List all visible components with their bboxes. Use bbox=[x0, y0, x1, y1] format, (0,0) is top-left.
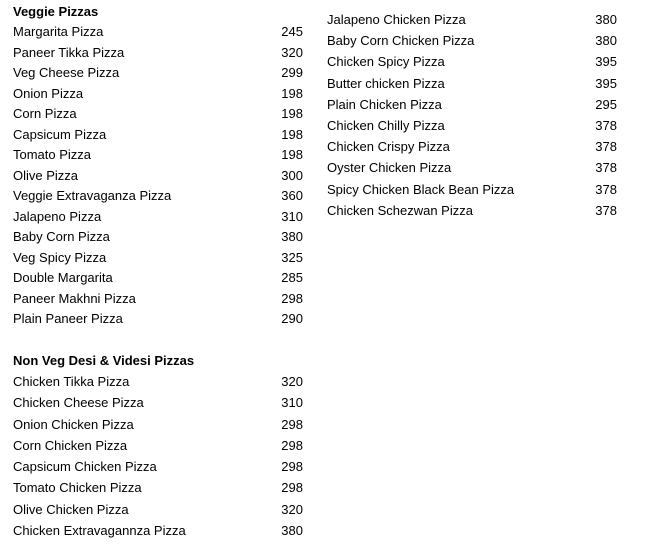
nonveg-item-list bbox=[13, 371, 303, 541]
menu-item-name: Chicken Tikka Pizza bbox=[13, 374, 130, 389]
menu-item-row bbox=[13, 435, 303, 456]
menu-item-price: 310 bbox=[281, 208, 303, 224]
menu-item-price: 285 bbox=[281, 270, 303, 285]
menu-item-row bbox=[13, 104, 303, 125]
menu-item-row bbox=[327, 51, 617, 72]
menu-item-name: Onion Pizza bbox=[13, 85, 84, 101]
menu-item-price: 380 bbox=[595, 33, 617, 49]
menu-item-row bbox=[327, 179, 617, 200]
menu-item-row bbox=[13, 227, 303, 248]
menu-item-name: Baby Corn Chicken Pizza bbox=[327, 33, 475, 49]
menu-item-price: 380 bbox=[281, 229, 303, 244]
menu-item-row bbox=[13, 43, 303, 64]
menu-item-name: Chicken Chilly Pizza bbox=[327, 117, 445, 133]
menu-item-row bbox=[13, 268, 303, 289]
menu-item-row bbox=[13, 207, 303, 228]
menu-item-name: Chicken Extravagannza Pizza bbox=[13, 523, 186, 539]
menu-item-row bbox=[327, 136, 617, 157]
nonveg-section-title: Non Veg Desi & Videsi Pizzas bbox=[13, 353, 195, 368]
menu-item-row bbox=[13, 414, 303, 435]
nonveg-continued-item-list bbox=[327, 9, 617, 221]
menu-item-price: 298 bbox=[281, 290, 303, 306]
menu-item-name: Tomato Chicken Pizza bbox=[13, 480, 142, 496]
menu-item-row bbox=[13, 371, 303, 392]
menu-item-name: Veggie Extravaganza Pizza bbox=[13, 188, 172, 203]
menu-item-name: Olive Chicken Pizza bbox=[13, 501, 129, 517]
menu-item-name: Oyster Chicken Pizza bbox=[327, 160, 452, 176]
menu-item-price: 320 bbox=[281, 501, 303, 517]
menu-item-price: 378 bbox=[595, 181, 617, 197]
menu-item-price: 380 bbox=[595, 12, 617, 27]
menu-item-price: 198 bbox=[281, 106, 303, 121]
menu-item-name: Paneer Tikka Pizza bbox=[13, 44, 125, 60]
menu-item-name: Jalapeno Pizza bbox=[13, 208, 102, 224]
menu-item-name: Baby Corn Pizza bbox=[13, 229, 110, 244]
menu-item-name: Chicken Cheese Pizza bbox=[13, 395, 144, 411]
menu-item-row bbox=[327, 115, 617, 136]
menu-item-row bbox=[13, 125, 303, 146]
menu-item-row bbox=[327, 200, 617, 221]
veggie-section bbox=[13, 2, 303, 330]
menu-item-price: 245 bbox=[281, 24, 303, 39]
menu-item-name: Plain Chicken Pizza bbox=[327, 96, 442, 112]
menu-item-price: 298 bbox=[281, 437, 303, 453]
menu-item-name: Paneer Makhni Pizza bbox=[13, 290, 136, 306]
menu-item-price: 395 bbox=[595, 75, 617, 91]
menu-item-row bbox=[327, 9, 617, 30]
menu-item-row bbox=[327, 94, 617, 115]
menu-item-row bbox=[13, 289, 303, 310]
menu-item-name: Veg Cheese Pizza bbox=[13, 65, 120, 80]
menu-item-row bbox=[13, 248, 303, 269]
menu-item-name: Butter chicken Pizza bbox=[327, 75, 445, 91]
menu-item-price: 360 bbox=[281, 188, 303, 203]
menu-item-price: 298 bbox=[281, 480, 303, 496]
menu-item-row bbox=[13, 166, 303, 187]
menu-item-name: Capsicum Pizza bbox=[13, 126, 107, 142]
menu-item-row bbox=[13, 84, 303, 105]
menu-item-price: 198 bbox=[281, 147, 303, 162]
menu-item-name: Capsicum Chicken Pizza bbox=[13, 459, 157, 475]
menu-item-name: Corn Pizza bbox=[13, 106, 77, 121]
veggie-item-list bbox=[13, 22, 303, 330]
menu-item-name: Veg Spicy Pizza bbox=[13, 249, 107, 265]
menu-item-name: Tomato Pizza bbox=[13, 147, 92, 162]
menu-item-name: Margarita Pizza bbox=[13, 24, 104, 39]
veggie-section-title: Veggie Pizzas bbox=[13, 4, 99, 19]
nonveg-section bbox=[13, 351, 303, 541]
menu-item-name: Corn Chicken Pizza bbox=[13, 437, 128, 453]
menu-item-name: Chicken Schezwan Pizza bbox=[327, 202, 473, 218]
menu-item-row bbox=[13, 63, 303, 84]
menu-item-price: 298 bbox=[281, 459, 303, 475]
menu-item-price: 295 bbox=[595, 96, 617, 112]
menu-item-name: Chicken Crispy Pizza bbox=[327, 139, 450, 155]
menu-item-price: 320 bbox=[281, 374, 303, 389]
menu-item-price: 300 bbox=[281, 167, 303, 183]
menu-item-row bbox=[13, 477, 303, 498]
menu-item-price: 378 bbox=[595, 117, 617, 133]
menu-item-row bbox=[327, 157, 617, 178]
menu-item-row bbox=[13, 145, 303, 166]
menu-item-price: 310 bbox=[281, 395, 303, 411]
menu-item-row bbox=[327, 30, 617, 51]
menu-item-row bbox=[13, 22, 303, 43]
menu-item-price: 378 bbox=[595, 160, 617, 176]
nonveg-continued-section bbox=[327, 9, 617, 221]
menu-item-row bbox=[13, 456, 303, 477]
menu-item-row bbox=[327, 73, 617, 94]
menu-item-name: Chicken Spicy Pizza bbox=[327, 54, 445, 70]
menu-item-price: 378 bbox=[595, 139, 617, 155]
menu-item-name: Spicy Chicken Black Bean Pizza bbox=[327, 181, 515, 197]
menu-item-row bbox=[13, 499, 303, 520]
menu-item-name: Plain Paneer Pizza bbox=[13, 311, 123, 326]
menu-item-price: 198 bbox=[281, 126, 303, 142]
menu-item-row bbox=[13, 309, 303, 330]
menu-item-price: 290 bbox=[281, 311, 303, 326]
menu-item-row bbox=[13, 520, 303, 541]
menu-item-name: Double Margarita bbox=[13, 270, 113, 285]
menu-item-price: 325 bbox=[281, 249, 303, 265]
menu-item-price: 380 bbox=[281, 523, 303, 539]
menu-item-row bbox=[13, 392, 303, 413]
menu-item-name: Jalapeno Chicken Pizza bbox=[327, 12, 466, 27]
menu-item-row bbox=[13, 186, 303, 207]
menu-item-price: 395 bbox=[595, 54, 617, 70]
menu-item-price: 198 bbox=[281, 85, 303, 101]
menu-item-price: 378 bbox=[595, 202, 617, 218]
menu-item-price: 320 bbox=[281, 44, 303, 60]
menu-item-name: Olive Pizza bbox=[13, 167, 79, 183]
menu-item-name: Onion Chicken Pizza bbox=[13, 416, 134, 432]
menu-item-price: 298 bbox=[281, 416, 303, 432]
menu-item-price: 299 bbox=[281, 65, 303, 80]
